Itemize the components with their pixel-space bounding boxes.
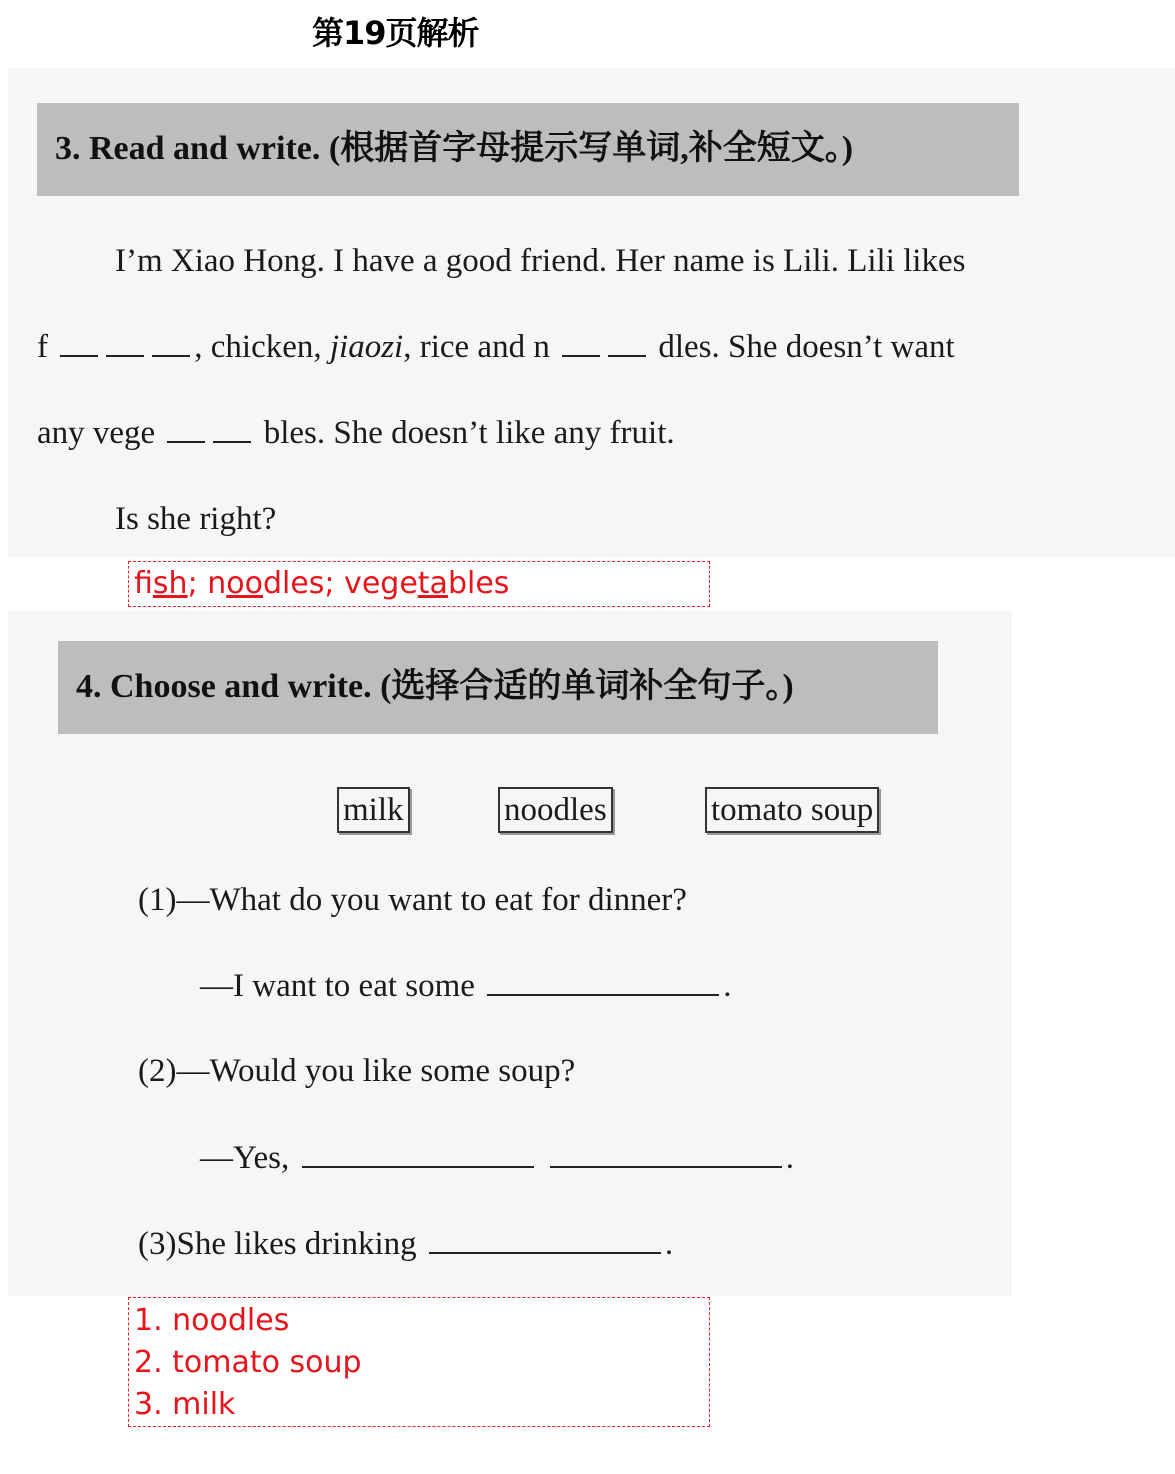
answer-text-underlined: oo (226, 566, 263, 601)
word-bank-milk: milk (337, 787, 410, 833)
fill-blank[interactable] (302, 1166, 534, 1168)
passage-line-2 (37, 329, 955, 366)
section-3-header: 3. Read and write. (根据首字母提示写单词,补全短文。) (37, 103, 1019, 196)
letter-f: f (37, 329, 48, 365)
question-2-response (200, 1140, 794, 1177)
passage-question: Is she right? (115, 501, 277, 537)
section-4-header: 4. Choose and write. (选择合适的单词补全句子。) (58, 641, 938, 734)
question-2-text: —Yes, (200, 1140, 290, 1176)
answer-text: dles; vege (262, 566, 418, 601)
fill-blank[interactable] (550, 1166, 782, 1168)
answer-1: 1. noodles (134, 1303, 290, 1338)
text-rice-and-n: , rice and n (403, 329, 550, 365)
answer-text: bles (447, 566, 510, 601)
question-2-prompt: (2)—Would you like some soup? (138, 1053, 576, 1089)
period: . (664, 1226, 674, 1262)
text-dles: dles. She doesn’t want (658, 329, 955, 365)
answer-3: 3. milk (134, 1387, 236, 1422)
fill-blank[interactable] (213, 441, 251, 443)
question-1-prompt: (1)—What do you want to eat for dinner? (138, 882, 687, 918)
passage-line-3 (37, 415, 675, 452)
text-any-vege: any vege (37, 415, 156, 451)
word-bank-noodles: noodles (498, 787, 613, 833)
question-3 (138, 1226, 673, 1263)
text-bles: bles. She doesn’t like any fruit. (263, 415, 675, 451)
answer-2: 2. tomato soup (134, 1345, 362, 1380)
answer-text-underlined: ta (417, 566, 448, 601)
fill-blank[interactable] (429, 1252, 661, 1254)
answer-text: fi (134, 566, 153, 601)
fill-blank[interactable] (106, 355, 144, 357)
period: . (785, 1140, 795, 1176)
word-bank-tomato-soup: tomato soup (705, 787, 879, 833)
answer-text: ; n (187, 566, 227, 601)
fill-blank[interactable] (60, 355, 98, 357)
page-title: 第19页解析 (312, 14, 479, 52)
answer-box-section-4 (128, 1297, 710, 1427)
answer-text-underlined: sh (152, 566, 188, 601)
answer-box-section-3 (128, 561, 710, 607)
question-1-response (200, 968, 731, 1005)
period: . (723, 968, 732, 1004)
fill-blank[interactable] (167, 441, 205, 443)
question-1-text: —I want to eat some (200, 968, 475, 1004)
fill-blank[interactable] (487, 994, 719, 996)
passage-line-1: I’m Xiao Hong. I have a good friend. Her name is Lili. Lili likes (115, 243, 966, 279)
question-3-text: (3)She likes drinking (138, 1226, 417, 1262)
text-jiaozi: jiaozi (329, 329, 404, 365)
fill-blank[interactable] (152, 355, 190, 357)
fill-blank[interactable] (562, 355, 600, 357)
fill-blank[interactable] (608, 355, 646, 357)
text-chicken: , chicken, (194, 329, 322, 365)
